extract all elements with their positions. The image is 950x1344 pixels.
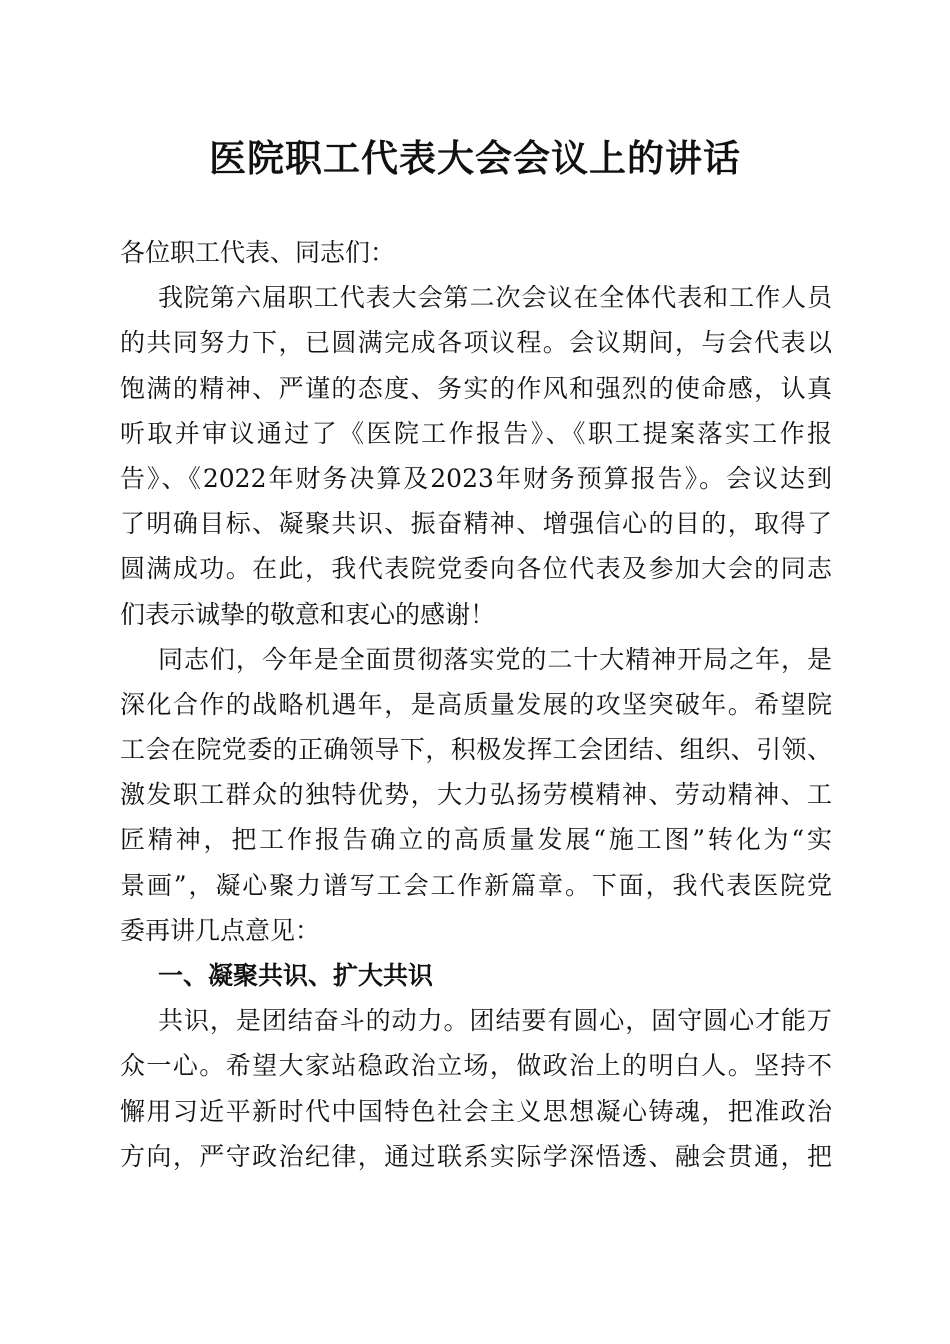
paragraph-line: 同志们，今年是全面贯彻落实党的二十大精神开局之年，是 — [158, 644, 832, 674]
paragraph-line: 听取并审议通过了《医院工作报告》、《职工提案落实工作报 — [120, 418, 832, 448]
paragraph-2 — [120, 637, 832, 953]
paragraph-line: 圆满成功。在此，我代表院党委向各位代表及参加大会的同志 — [120, 554, 832, 584]
paragraph-line: 众一心。希望大家站稳政治立场，做政治上的明白人。坚持不 — [120, 1051, 832, 1081]
paragraph-line: 方向，严守政治纪律，通过联系实际学深悟透、融会贯通，把 — [120, 1141, 832, 1171]
paragraph-line: 景画”，凝心聚力谱写工会工作新篇章。下面，我代表医院党 — [120, 870, 832, 900]
paragraph-line: 懈用习近平新时代中国特色社会主义思想凝心铸魂，把准政治 — [120, 1096, 832, 1126]
paragraph-line: 饱满的精神、严谨的态度、务实的作风和强烈的使命感，认真 — [120, 373, 832, 403]
paragraph-line: 匠精神，把工作报告确立的高质量发展“施工图”转化为“实 — [120, 825, 832, 855]
greeting: 各位职工代表、同志们： — [120, 238, 396, 267]
paragraph-1 — [120, 275, 832, 637]
paragraph-line: 工会在院党委的正确领导下，积极发挥工会团结、组织、引领、 — [120, 735, 832, 765]
document-title: 医院职工代表大会会议上的讲话 — [209, 136, 741, 180]
paragraph-line: 激发职工群众的独特优势，大力弘扬劳模精神、劳动精神、工 — [120, 780, 832, 810]
paragraph-3 — [120, 998, 832, 1179]
paragraph-line: 了明确目标、凝聚共识、振奋精神、增强信心的目的，取得了 — [120, 509, 832, 539]
document-body — [120, 230, 832, 1179]
paragraph-line: 告》、《2022年财务决算及2023年财务预算报告》。会议达到 — [120, 463, 832, 493]
section-heading: 一、凝聚共识、扩大共识 — [158, 961, 434, 990]
paragraph-line: 共识，是团结奋斗的动力。团结要有圆心，固守圆心才能万 — [158, 1006, 832, 1036]
paragraph-line: 的共同努力下，已圆满完成各项议程。会议期间，与会代表以 — [120, 328, 832, 358]
paragraph-line: 委再讲几点意见： — [120, 915, 321, 945]
paragraph-line: 深化合作的战略机遇年，是高质量发展的攻坚突破年。希望院 — [120, 689, 832, 719]
paragraph-line: 们表示诚挚的敬意和衷心的感谢！ — [120, 599, 496, 629]
paragraph-line: 我院第六届职工代表大会第二次会议在全体代表和工作人员 — [158, 283, 832, 313]
